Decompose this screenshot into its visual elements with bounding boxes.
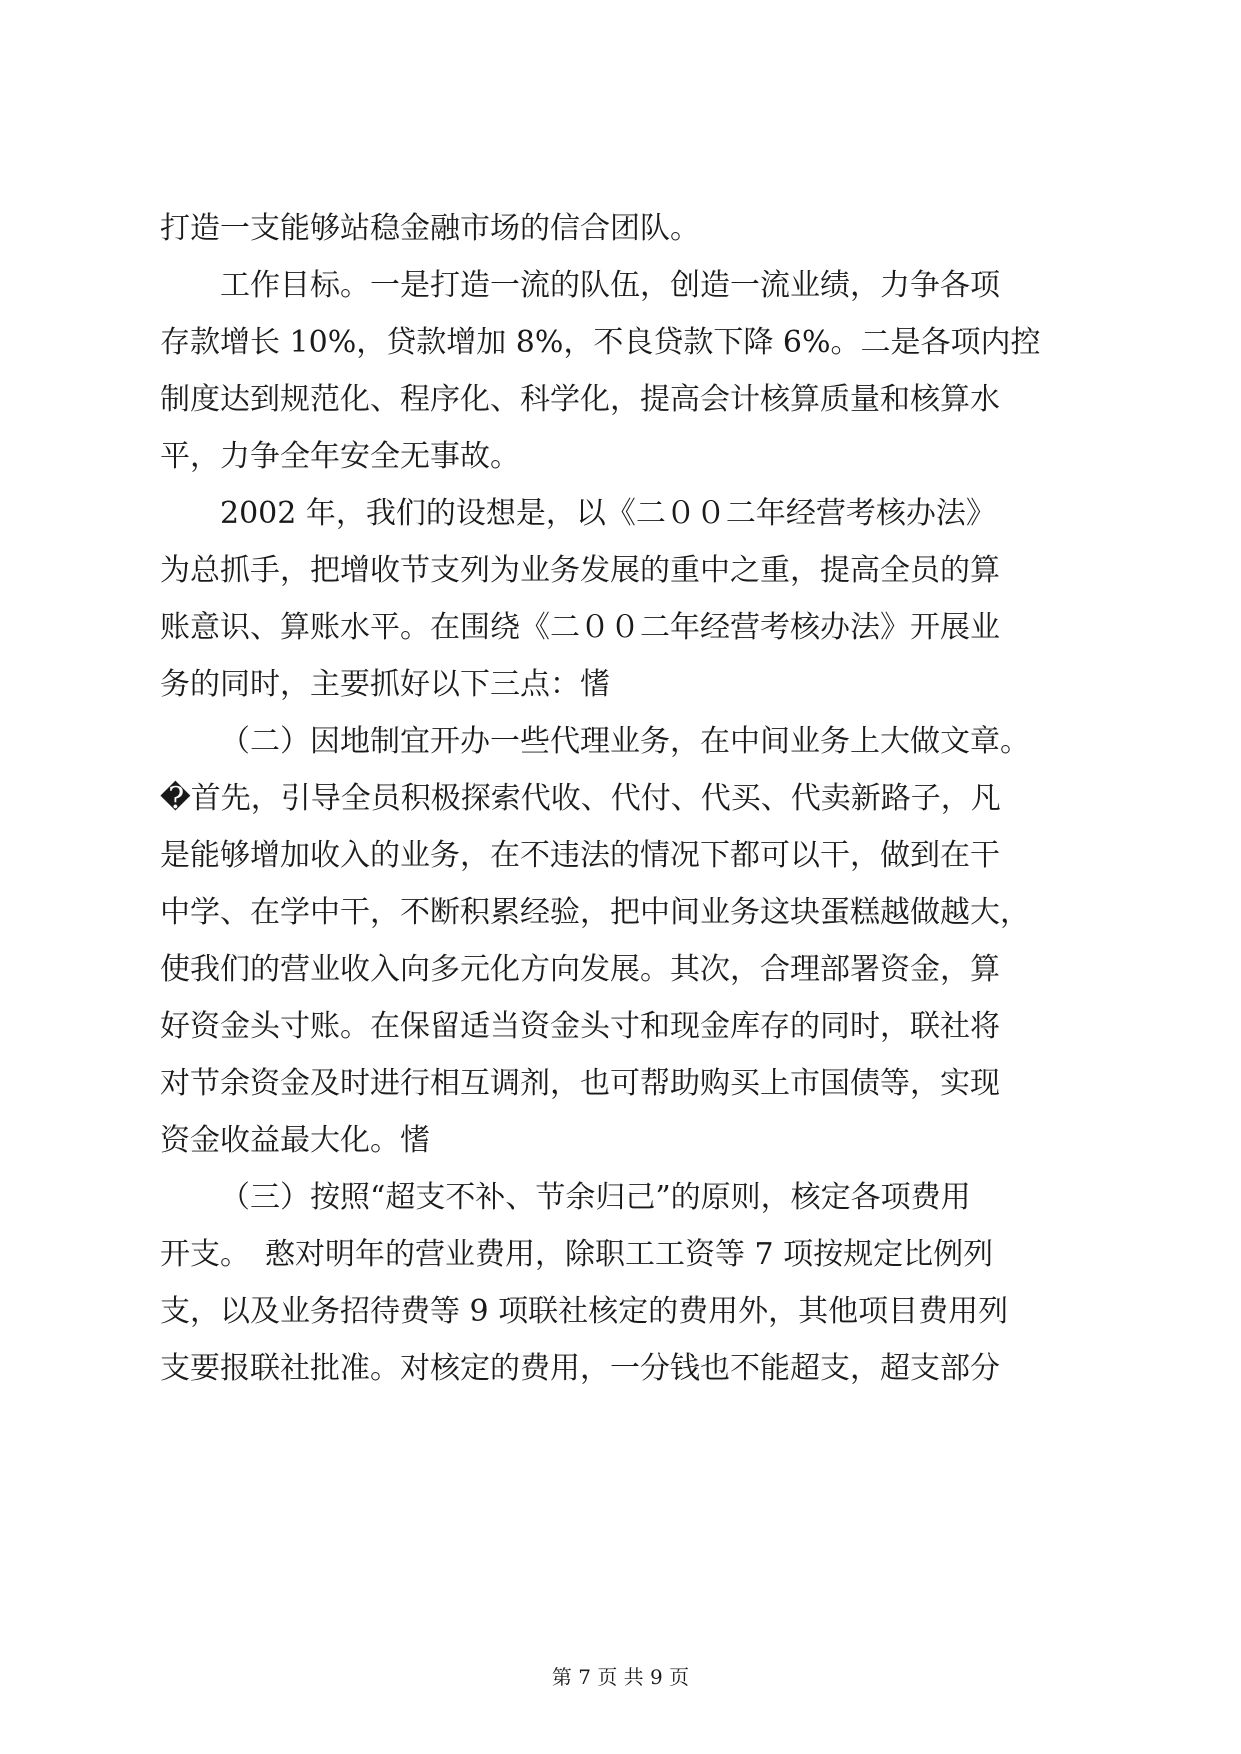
text-line: 账意识、算账水平。在围绕《二００二年经营考核办法》开展业 — [160, 610, 1000, 645]
text-line: 支要报联社批准。对核定的费用，一分钱也不能超支，超支部分 — [160, 1351, 1000, 1386]
text-line: 好资金头寸账。在保留适当资金头寸和现金库存的同时，联社将 — [160, 1009, 1000, 1044]
text-line: 存款增长 10%，贷款增加 8%，不良贷款下降 6%。二是各项内控 — [160, 325, 1041, 360]
text-line: 开支。 憨对明年的营业费用，除职工工资等 7 项按规定比例列 — [160, 1237, 994, 1272]
text-line: 使我们的营业收入向多元化方向发展。其次，合理部署资金，算 — [160, 952, 1000, 987]
text-line: 平，力争全年安全无事故。 — [160, 439, 520, 474]
text-line: 是能够增加收入的业务，在不违法的情况下都可以干，做到在干 — [160, 838, 1000, 873]
text-line: 为总抓手，把增收节支列为业务发展的重中之重，提高全员的算 — [160, 553, 1000, 588]
text-line: 2002 年，我们的设想是，以《二００二年经营考核办法》 — [220, 496, 996, 531]
text-line: 务的同时，主要抓好以下三点：愭 — [160, 667, 610, 702]
text-line: �首先，引导全员积极探索代收、代付、代买、代卖新路子，凡 — [160, 781, 1001, 816]
text-line: 打造一支能够站稳金融市场的信合团队。 — [160, 211, 700, 246]
text-line: 制度达到规范化、程序化、科学化，提高会计核算质量和核算水 — [160, 382, 1000, 417]
document-body — [160, 200, 1080, 1397]
page-footer: 第 7 页 共 9 页 — [551, 1665, 690, 1689]
text-line: 支，以及业务招待费等 9 项联社核定的费用外，其他项目费用列 — [160, 1294, 1009, 1329]
text-line: 中学、在学中干，不断积累经验，把中间业务这块蛋糕越做越大， — [160, 895, 1030, 930]
text-line: 资金收益最大化。愭 — [160, 1123, 430, 1158]
text-line: （三）按照“超支不补、节余归己”的原则，核定各项费用 — [220, 1180, 971, 1215]
text-line: 工作目标。一是打造一流的队伍，创造一流业绩，力争各项 — [220, 268, 1000, 303]
text-line: （二）因地制宜开办一些代理业务，在中间业务上大做文章。 — [220, 724, 1030, 759]
text-line: 对节余资金及时进行相互调剂，也可帮助购买上市国债等，实现 — [160, 1066, 1000, 1101]
